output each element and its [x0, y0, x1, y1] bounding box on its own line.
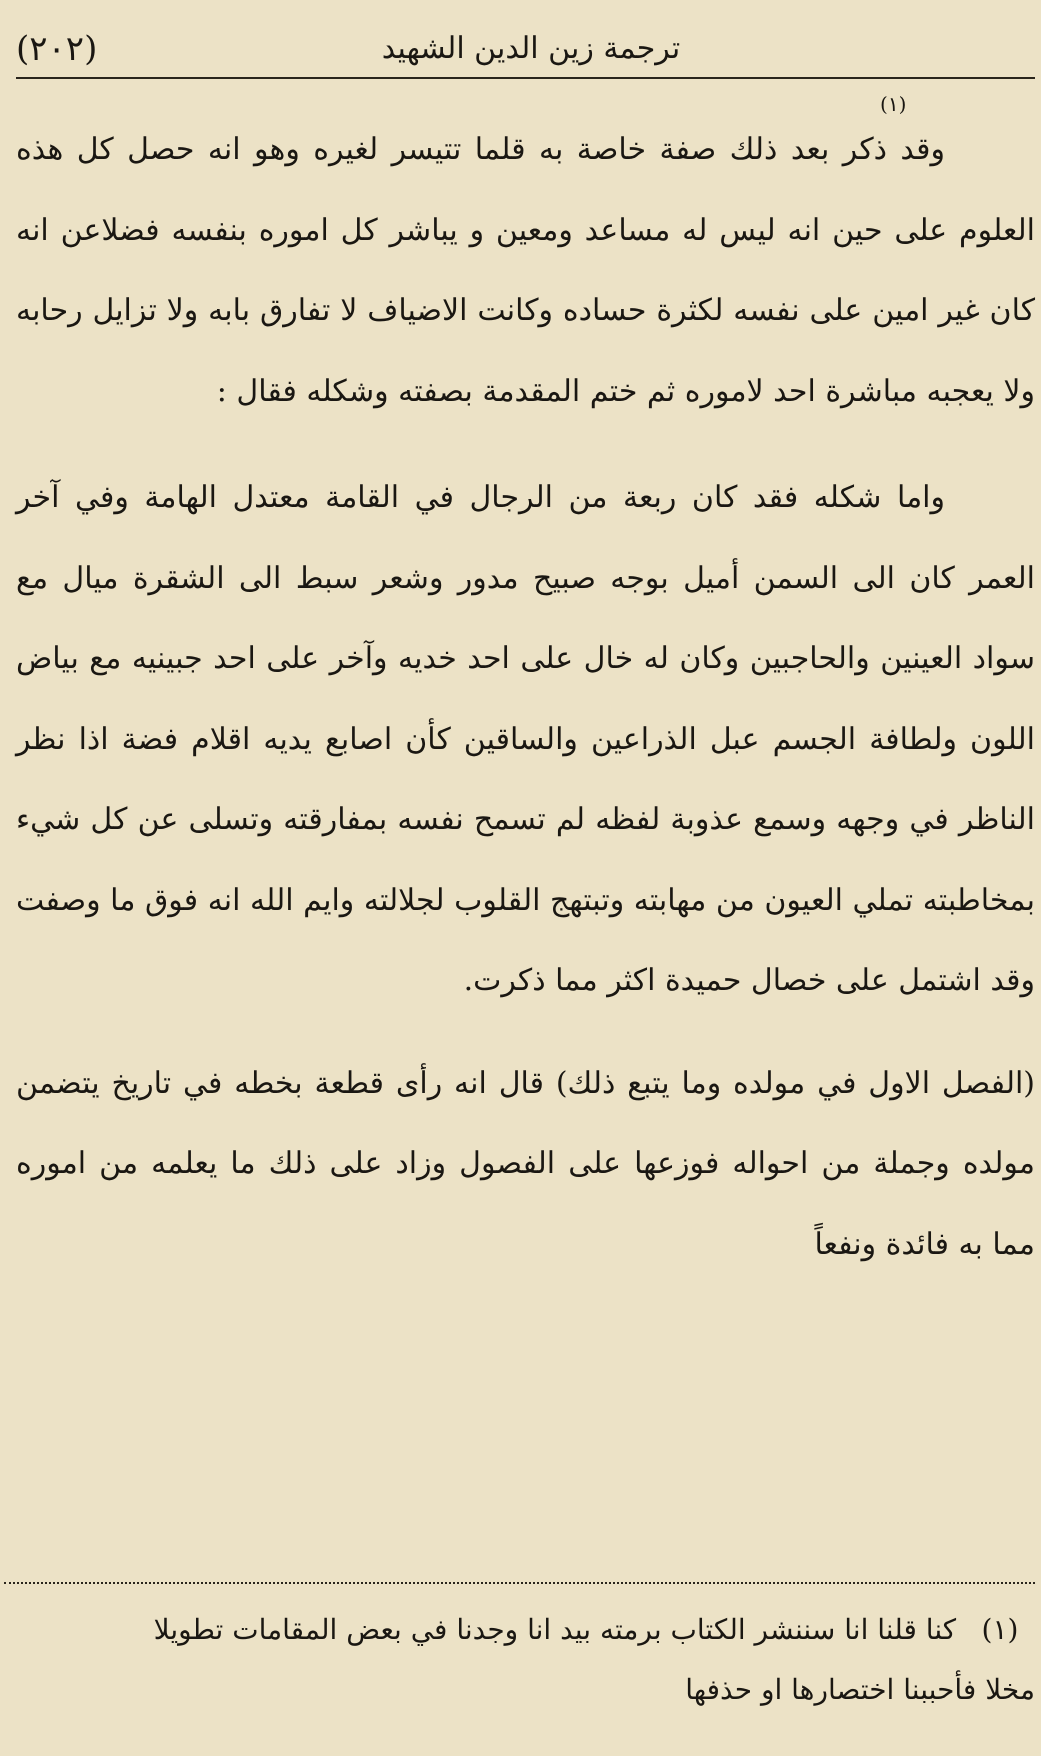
footnote-text-1: كنا قلنا انا سننشر الكتاب برمته بيد انا وجدنا في بعض المقامات تطويلا [153, 1613, 957, 1646]
paragraph-gap [16, 1022, 1035, 1044]
page-number: (٢٠٢) [16, 29, 98, 69]
footnote [16, 1600, 1035, 1720]
paragraph-description: واما شكله فقد كان ربعة من الرجال في القامة معتدل الهامة وفي آخر العمر كان الى السمن أميل بوجه صبيح مدور وشعر سبط الى الشقرة ميال مع سواد العينين والحاجبين وكان له خال على احد خديه وآخر على احد جبينيه مع بياض اللون ولطافة الجسم عبل الذراعين والساقين كأن اصابع يديه اقلام فضة اذا نظر الناظر في وجهه وسمع عذوبة لفظه لم تسمح نفسه بمفارقته وتسلى عن كل شيء بمخاطبته تملي العيون من مهابته وتبتهج القلوب لجلالته وايم الله انه فوق ما وصفت وقد اشتمل على خصال حميدة اكثر مما ذكرت. [16, 480, 1035, 998]
footnote-line-2: مخلا فأحببنا اختصارها او حذفها [685, 1673, 1035, 1706]
paragraph-intro: وقد ذكر بعد ذلك صفة خاصة به قلما تتيسر لغيره وهو انه حصل كل هذه العلوم على حين انه ليس له مساعد ومعين و يباشر كل اموره بنفسه فضلاعن انه كان غير امين على نفسه لكثرة حساده وكانت الاضياف لا تفارق بابه ولا تزايل رحابه ولا يعجبه مباشرة احد لاموره ثم ختم المقدمة بصفته وشكله فقال : [16, 132, 1035, 409]
running-title: ترجمة زين الدين الشهيد [381, 31, 681, 66]
footnote-reference: (١) [880, 92, 907, 116]
footnote-number: (١) [981, 1613, 1019, 1646]
header-rule [16, 77, 1035, 79]
paragraph-chapter-one: (الفصل الاول في مولده وما يتبع ذلك) قال انه رأى قطعة بخطه في تاريخ يتضمن مولده وجملة من احواله فوزعها على الفصول وزاد على ذلك ما يعلمه من اموره مما به فائدة ونفعاً [16, 1065, 1035, 1262]
footnote-separator [4, 1582, 1035, 1584]
main-text [16, 110, 1035, 1285]
page-header [16, 18, 1025, 80]
footnote-line-1 [16, 1600, 1035, 1660]
paragraph-gap [16, 432, 1035, 458]
